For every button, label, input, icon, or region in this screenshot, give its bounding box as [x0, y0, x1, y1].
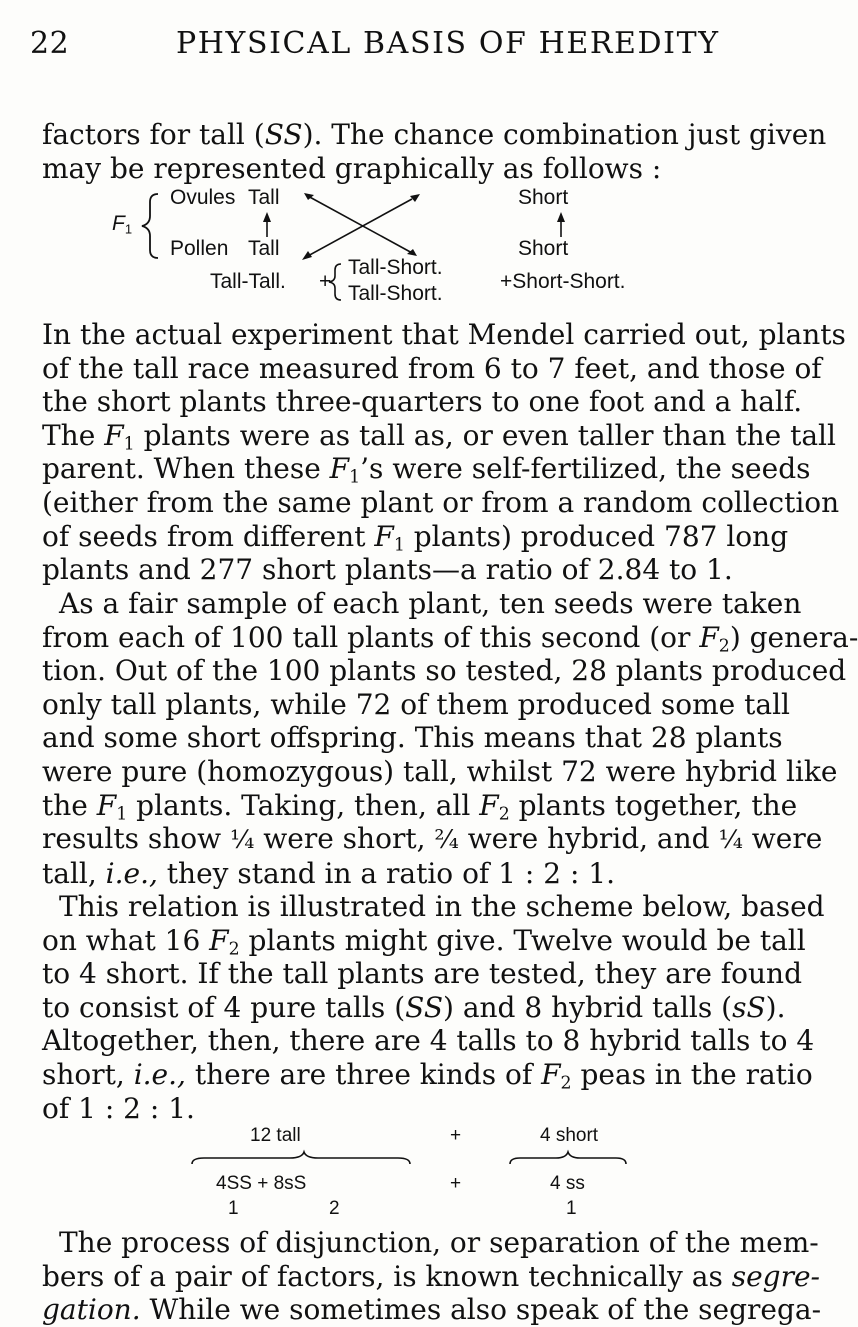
cross-arrow-head	[407, 249, 417, 256]
text-line: parent. When these $F_1’s$ were self-fertilized, the seeds	[42, 452, 811, 488]
text-line: This relation is illustrated in the scheme below, based	[59, 890, 825, 923]
text-line: tion. Out of the 100 plants so tested, 28 plants produced	[42, 654, 847, 688]
text-line: gation. While we sometimes also speak of the segrega-	[42, 1293, 822, 1327]
text-line: Altogether, then, there are 4 talls to 8 hybrid talls to 4	[42, 1024, 815, 1058]
text-line: from each of 100 tall plants of this second (or $F_2$) genera-	[42, 620, 858, 656]
scheme-plus: +	[450, 1173, 462, 1194]
running-title: PHYSICAL BASIS OF HEREDITY	[176, 26, 720, 61]
cross-arrow-head	[410, 194, 420, 202]
ratio-value: 2	[329, 1198, 340, 1219]
text-line: only tall plants, while 72 of them produced some tall	[42, 687, 790, 721]
text-line: factors for tall (SS). The chance combination just given	[42, 118, 827, 151]
pollen-label: Pollen	[170, 237, 229, 260]
text-line: results show ¼ were short, ²⁄₄ were hybrid, and ¼ were	[42, 822, 823, 856]
short-brace	[510, 1152, 626, 1164]
result-short-short: +Short-Short.	[500, 270, 626, 293]
result-tall-short: Tall-Short.	[348, 256, 443, 279]
short-pollen-label: Short	[518, 237, 569, 260]
paragraph	[42, 1226, 822, 1327]
short-ovule-label: Short	[518, 186, 569, 209]
text-line: of seeds from different $F_1$ plants) produced 787 long	[42, 519, 789, 555]
page-number: 22	[30, 26, 70, 61]
text-line: The process of disjunction, or separation of the mem-	[59, 1226, 819, 1259]
tall-pollen-label: Tall	[248, 237, 280, 260]
short-breakdown: 4 ss	[550, 1173, 585, 1194]
tall-brace	[192, 1152, 410, 1164]
text-line: tall, i.e., they stand in a ratio of 1 : 2 : 1.	[42, 856, 615, 890]
left-brace	[142, 194, 158, 258]
paragraph	[42, 890, 825, 1125]
text-line: (either from the same plant or from a random collection	[42, 485, 840, 519]
text-line: of the tall race measured from 6 to 7 feet, and those of	[42, 351, 822, 385]
text-line: the $F_1$ plants. Taking, then, all $F_2$ plants together, the	[42, 788, 798, 824]
text-line: of 1 : 2 : 1.	[42, 1091, 195, 1125]
text-line: on what 16 $F_2$ plants might give. Twelve would be tall	[42, 923, 806, 959]
text-line: were pure (homozygous) tall, whilst 72 were hybrid like	[42, 754, 838, 788]
text-line: As a fair sample of each plant, ten seeds were taken	[59, 587, 802, 620]
text-line: the short plants three-quarters to one foot and a half.	[42, 385, 803, 419]
tall-arrow-head	[263, 212, 271, 222]
text-line: The $F_1$ plants were as tall as, or even taller than the tall	[42, 418, 836, 455]
intro-paragraph	[42, 118, 827, 185]
generation-label: $F_1$	[112, 212, 133, 237]
text-line: and some short offspring. This means that 28 plants	[42, 721, 783, 755]
cross-arrow-head	[302, 251, 312, 260]
cross-line-up	[306, 199, 412, 257]
tall-breakdown: 4SS + 8sS	[216, 1173, 307, 1194]
short-arrow-head	[557, 212, 565, 222]
scheme-plus: +	[450, 1125, 462, 1146]
text-line: to consist of 4 pure talls (SS) and 8 hybrid talls (sS).	[42, 990, 786, 1024]
text-line: may be represented graphically as follows :	[42, 151, 662, 185]
short-total: 4 short	[540, 1125, 599, 1146]
text-line: bers of a pair of factors, is known technically as segre-	[42, 1259, 820, 1293]
tall-ovule-label: Tall	[248, 186, 280, 209]
cross-line-down	[306, 195, 414, 254]
text-line: In the actual experiment that Mendel carried out, plants	[42, 318, 846, 351]
ratio-value: 1	[228, 1198, 239, 1219]
result-plus: +	[319, 270, 332, 293]
ratio-value: 1	[566, 1198, 577, 1219]
result-tall-tall: Tall-Tall.	[210, 270, 286, 293]
text-line: plants and 277 short plants—a ratio of 2.84 to 1.	[42, 553, 733, 587]
tall-total: 12 tall	[250, 1125, 301, 1146]
paragraph	[42, 318, 846, 587]
ovules-label: Ovules	[170, 186, 236, 209]
scheme-braces	[190, 1150, 650, 1174]
result-tall-short: Tall-Short.	[348, 282, 443, 305]
paragraph	[42, 587, 858, 890]
text-line: to 4 short. If the tall plants are tested, they are found	[42, 957, 803, 991]
text-line: short, i.e., there are three kinds of $F_2$ peas in the ratio	[42, 1057, 813, 1094]
